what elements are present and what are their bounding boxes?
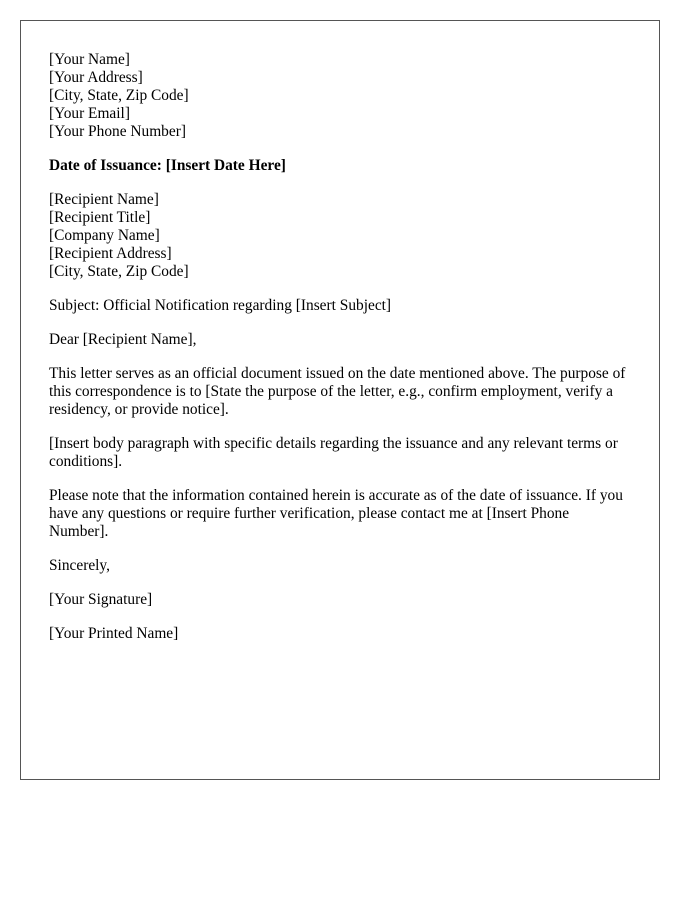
printed-name: [Your Printed Name] xyxy=(49,625,179,642)
subject-line: Subject: Official Notification regarding [Insert Subject] xyxy=(49,297,392,314)
sender-phone: [Your Phone Number] xyxy=(49,123,186,140)
closing: Sincerely, xyxy=(49,557,110,574)
sender-email: [Your Email] xyxy=(49,105,130,122)
recipient-title: [Recipient Title] xyxy=(49,209,151,226)
recipient-name: [Recipient Name] xyxy=(49,191,159,208)
salutation: Dear [Recipient Name], xyxy=(49,331,197,348)
date-of-issuance: Date of Issuance: [Insert Date Here] xyxy=(49,157,286,174)
recipient-address: [Recipient Address] xyxy=(49,245,172,262)
letter-document xyxy=(20,20,660,780)
body-paragraph-1: This letter serves as an official document issued on the date mentioned above. The purpose of this correspondence is to [State the purpose of the letter, e.g., confirm employment, verify a residency, or provide notice]. xyxy=(49,365,626,418)
body-paragraph-3: Please note that the information contained herein is accurate as of the date of issuance. If you have any questions or require further verification, please contact me at [Insert Phone Number]. xyxy=(49,487,623,540)
recipient-city-state-zip: [City, State, Zip Code] xyxy=(49,263,189,280)
recipient-company: [Company Name] xyxy=(49,227,160,244)
recipient-block xyxy=(49,191,631,281)
body-paragraph-2: [Insert body paragraph with specific details regarding the issuance and any relevant terms or conditions]. xyxy=(49,435,618,470)
sender-address: [Your Address] xyxy=(49,69,143,86)
sender-city-state-zip: [City, State, Zip Code] xyxy=(49,87,189,104)
sender-block xyxy=(49,51,631,141)
sender-name: [Your Name] xyxy=(49,51,130,68)
signature-placeholder: [Your Signature] xyxy=(49,591,153,608)
